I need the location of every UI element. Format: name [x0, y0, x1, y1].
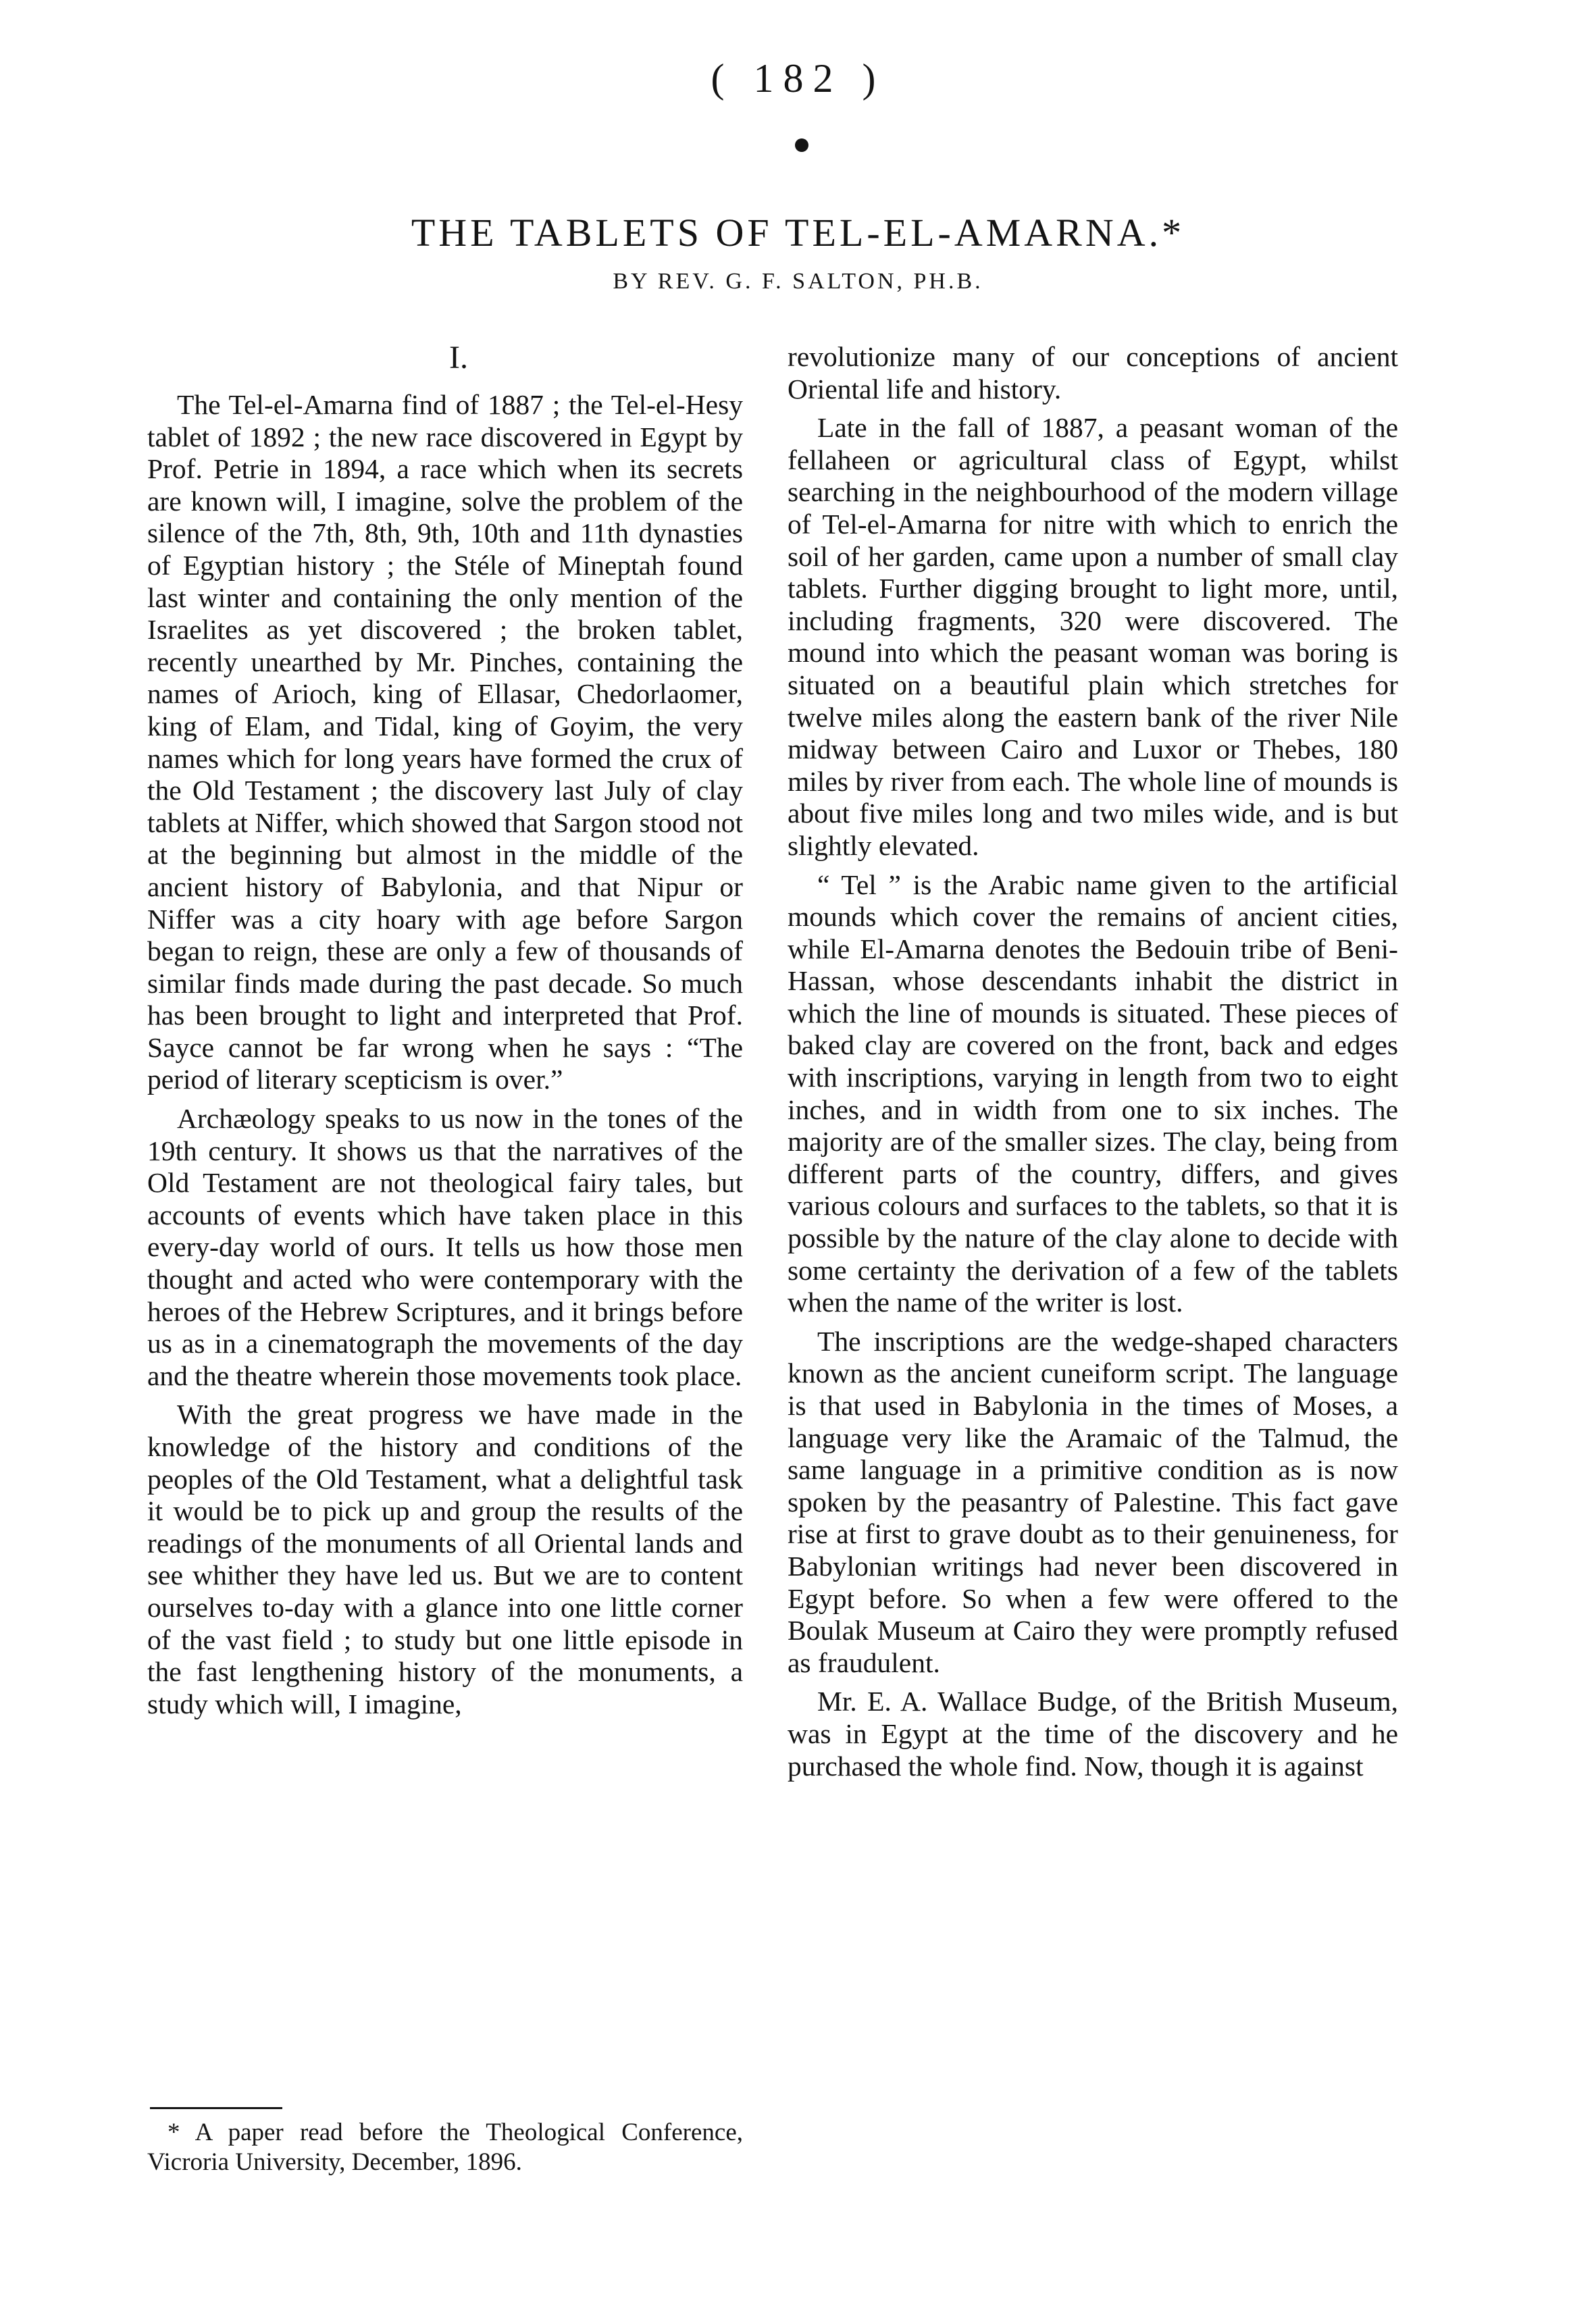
section-number: I. — [449, 340, 468, 375]
left-column — [147, 338, 743, 1720]
page-number: ( 182 ) — [711, 56, 885, 101]
paragraph: The Tel-el-Amarna find of 1887 ; the Tel-el-Hesy tablet of 1892 ; the new race discovered in Egypt by Prof. Petrie in 1894, a race which when its secrets are known will, I imagine, solve the problem of the silence of the 7th, 8th, 9th, 10th and 11th dynasties of Egyptian history ; the Stéle of Mineptah found last winter and containing the only mention of the Israelites as yet discovered ; the broken tablet, recently unearthed by Mr. Pinches, containing the names of Arioch, king of Ellasar, Chedorlaomer, king of Elam, and Tidal, king of Goyim, the very names which for long years have formed the crux of the Old Testament ; the discovery last July of clay tablets at Niffer, which showed that Sargon stood not at the beginning but almost in the middle of the ancient history of Babylonia, and that Nipur or Niffer was a city hoary with age before Sargon began to reign, these are only a few of thousands of similar finds made during the past decade. So much has been brought to light and interpreted that Prof. Sayce cannot be far wrong when he says : “The period of literary scepticism is over.” — [147, 389, 743, 1095]
paragraph: Late in the fall of 1887, a peasant woman of the fellaheen or agricultural class of Egypt, whilst searching in the neighbourhood of the modern village of Tel-el-Amarna for nitre with which to enrich the soil of her garden, came upon a number of small clay tablets. Further digging brought to light more, until, including fragments, 320 were discovered. The mound into which the peasant woman was boring is situated on a beautiful plain which stretches for twelve miles along the eastern bank of the river Nile midway between Cairo and Luxor or Thebes, 180 miles by river from each. The whole line of mounds is about five miles long and two miles wide, and is but slightly elevated. — [788, 412, 1398, 861]
footnote-divider — [150, 2107, 282, 2109]
author-byline: BY REV. G. F. SALTON, PH.B. — [613, 269, 983, 294]
paragraph-continued: revolutionize many of our conceptions of ancient Oriental life and history. — [788, 341, 1398, 405]
right-column — [788, 341, 1398, 1782]
paragraph: Mr. E. A. Wallace Budge, of the British Museum, was in Egypt at the time of the discovery and he purchased the whole find. Now, though it is against — [788, 1686, 1398, 1782]
paragraph: The inscriptions are the wedge-shaped characters known as the ancient cuneiform script. The language is that used in Babylonia in the times of Moses, a language very like the Aramaic of the Talmud, the same language in a primitive condition as is now spoken by the peasantry of Palestine. This fact gave rise at first to grave doubt as to their genuineness, for Babylonian writings had never been discovered in Egypt before. So when a few were offered to the Boulak Museum at Cairo they were promptly refused as fraudulent. — [788, 1325, 1398, 1678]
footnote: * A paper read before the Theological Conference, Vicroria University, December, 1896. — [147, 2119, 743, 2176]
ornament-dot — [795, 138, 808, 152]
paragraph: With the great progress we have made in the knowledge of the history and conditions of the peoples of the Old Testament, what a delightful task it would be to pick up and group the results of the readings of the monuments of all Oriental lands and see whither they have led us. But we are to content ourselves to-day with a glance into one little corner of the vast field ; to study but one little episode in the fast lengthening history of the monuments, a study which will, I imagine, — [147, 1399, 743, 1719]
article-title: THE TABLETS OF TEL-EL-AMARNA.* — [411, 210, 1185, 255]
paragraph: Archæology speaks to us now in the tones of the 19th century. It shows us that the narratives of the Old Testament are not theological fairy tales, but accounts of events which have taken place in this every-day world of ours. It tells us how those men thought and acted who were contemporary with the heroes of the Hebrew Scriptures, and it brings before us as in a cinematograph the movements of the day and the theatre wherein those movements took place. — [147, 1103, 743, 1391]
paragraph: “ Tel ” is the Arabic name given to the artificial mounds which cover the remains of ancient cities, while El-Amarna denotes the Bedouin tribe of Beni-Hassan, whose descendants inhabit the district in which the line of mounds is situated. These pieces of baked clay are covered on the front, back and edges with inscriptions, varying in length from two to eight inches, and in width from one to six inches. The majority are of the smaller sizes. The clay, being from different parts of the country, differs, and gives various colours and surfaces to the tablets, so that it is possible by the nature of the clay alone to decide with some certainty the derivation of a few of the tablets when the name of the writer is lost. — [788, 869, 1398, 1318]
